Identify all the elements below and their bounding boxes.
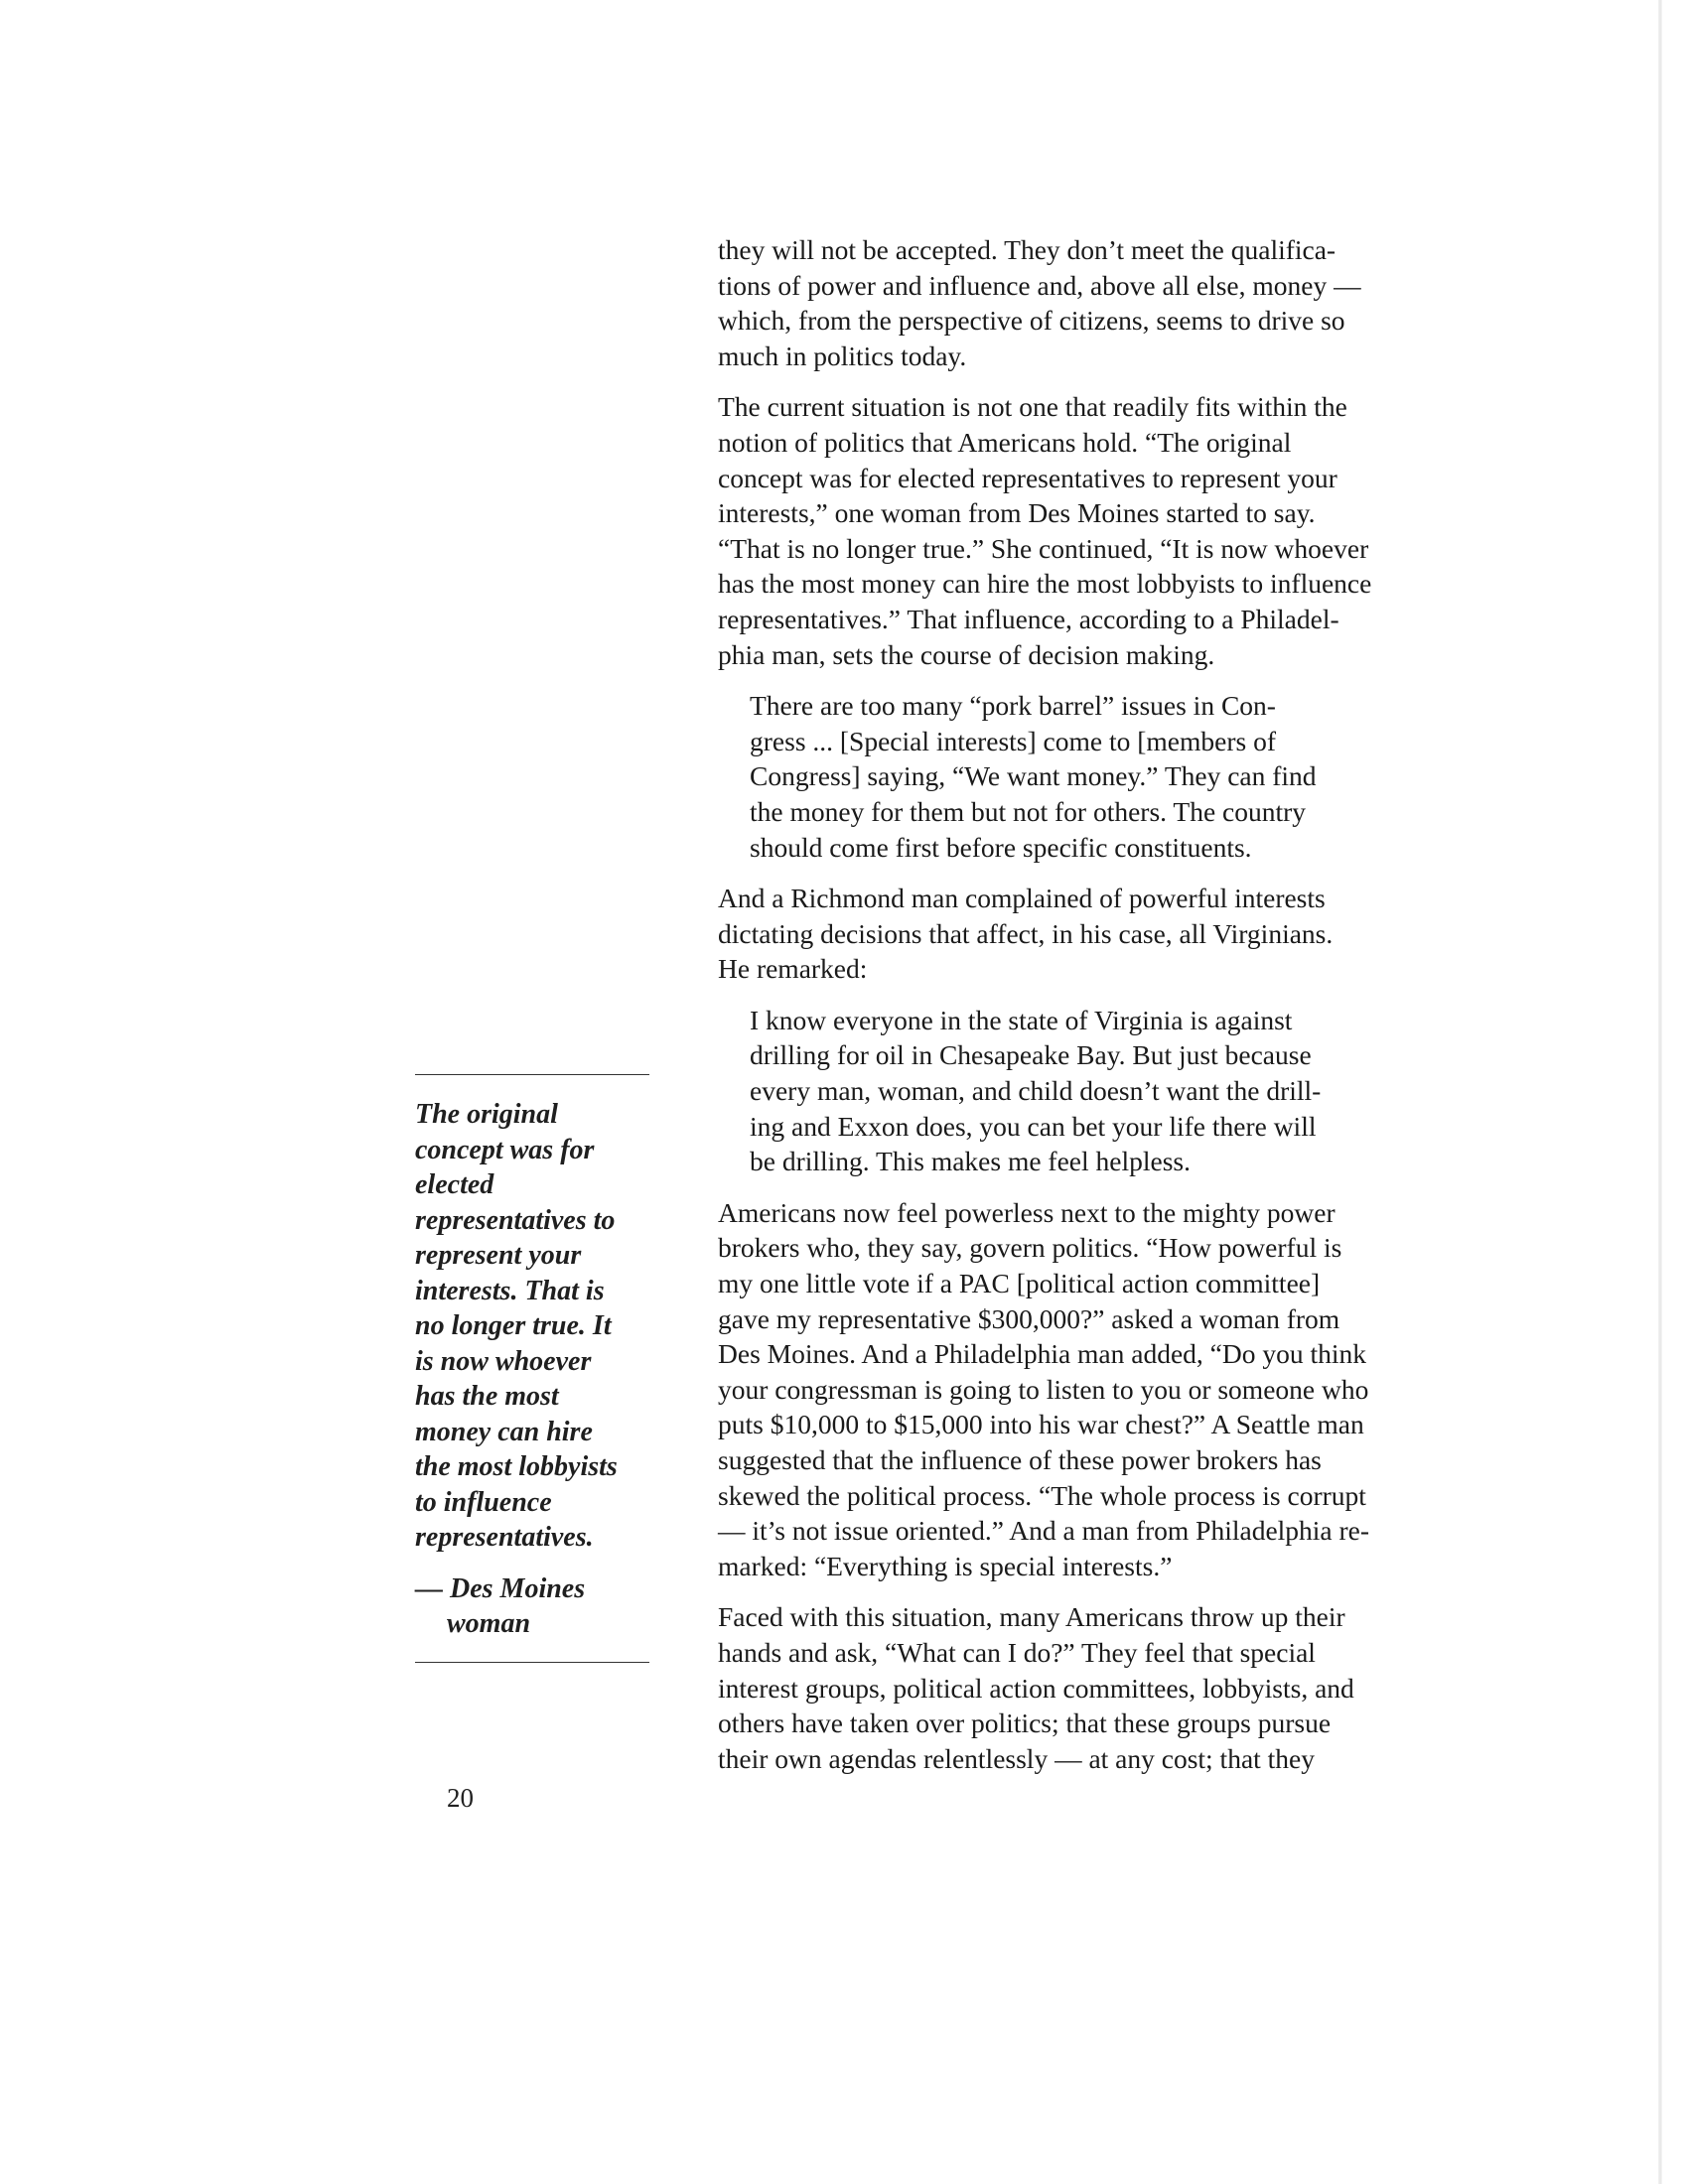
bottom-rule: [415, 1662, 649, 1663]
pull-quote-line: representatives to: [415, 1204, 616, 1236]
text-line: their own agendas relentlessly — at any cost; that they: [718, 1742, 1316, 1774]
pull-quote-line: interests. That is: [415, 1275, 605, 1306]
text-line: marked: “Everything is special interests.”: [718, 1550, 1173, 1581]
text-line: my one little vote if a PAC [political action committee]: [718, 1268, 1321, 1299]
block-quote: [750, 688, 1385, 865]
text-line: ing and Exxon does, you can bet your life there will: [750, 1110, 1317, 1142]
pull-quote-line: concept was for: [415, 1134, 595, 1165]
text-line: The current situation is not one that readily fits within the: [718, 391, 1347, 423]
text-line: “That is no longer true.” She continued, “It is now whoever: [718, 532, 1369, 564]
attribution-line: woman: [447, 1608, 531, 1639]
pull-quote-line: is now whoever: [415, 1345, 592, 1377]
pull-quote-line: representatives.: [415, 1522, 594, 1553]
pull-quote-line: The original: [415, 1099, 558, 1130]
text-line: the money for them but not for others. The country: [750, 795, 1307, 827]
text-line: hands and ask, “What can I do?” They feel that special: [718, 1636, 1316, 1668]
text-line: your congressman is going to listen to you or someone who: [718, 1373, 1369, 1405]
text-line: Congress] saying, “We want money.” They can find: [750, 760, 1317, 792]
text-line: brokers who, they say, govern politics. “How powerful is: [718, 1232, 1342, 1264]
pull-quote-line: has the most: [415, 1381, 559, 1412]
page-number: 20: [447, 1783, 474, 1813]
text-line: There are too many “pork barrel” issues in Con-: [750, 690, 1276, 722]
text-line: be drilling. This makes me feel helpless.: [750, 1146, 1191, 1177]
body-paragraph: [718, 232, 1419, 373]
block-quote: [750, 1003, 1385, 1179]
pull-quote-line: elected: [415, 1169, 494, 1200]
pull-quote-attribution: [415, 1571, 649, 1642]
text-line: He remarked:: [718, 953, 868, 985]
pull-quote-line: the most lobbyists: [415, 1451, 618, 1482]
pull-quote-line: represent your: [415, 1240, 582, 1271]
text-line: interests,” one woman from Des Moines started to say.: [718, 497, 1316, 529]
text-line: interest groups, political action committees, lobbyists, and: [718, 1672, 1354, 1704]
text-line: gave my representative $300,000?” asked a woman from: [718, 1302, 1340, 1334]
text-line: others have taken over politics; that these groups pursue: [718, 1707, 1332, 1739]
main-text-column: [718, 232, 1419, 1792]
text-line: dictating decisions that affect, in his case, all Virginians.: [718, 917, 1334, 949]
text-line: suggested that the influence of these power brokers has: [718, 1444, 1322, 1475]
text-line: And a Richmond man complained of powerful interests: [718, 883, 1326, 914]
text-line: drilling for oil in Chesapeake Bay. But just because: [750, 1039, 1312, 1071]
pull-quote-line: to influence: [415, 1486, 552, 1518]
text-line: should come first before specific constituents.: [750, 831, 1252, 863]
text-line: representatives.” That influence, according to a Philadel-: [718, 603, 1339, 634]
text-line: concept was for elected representatives to represent your: [718, 462, 1337, 493]
text-line: much in politics today.: [718, 340, 967, 371]
page-edge-shadow: [1658, 0, 1662, 2184]
text-line: Americans now feel powerless next to the mighty power: [718, 1196, 1336, 1228]
text-line: they will not be accepted. They don’t meet the qualifica-: [718, 234, 1336, 265]
attribution-line: — Des Moines: [415, 1572, 586, 1604]
pull-quote-line: no longer true. It: [415, 1310, 612, 1341]
body-paragraph: [718, 389, 1419, 672]
text-line: every man, woman, and child doesn’t want the drill-: [750, 1075, 1322, 1107]
body-paragraph: [718, 1599, 1419, 1776]
pull-quote-line: money can hire: [415, 1416, 593, 1447]
text-line: puts $10,000 to $15,000 into his war chest?” A Seattle man: [718, 1409, 1364, 1440]
text-line: has the most money can hire the most lobbyists to influence: [718, 568, 1372, 600]
text-line: Des Moines. And a Philadelphia man added, “Do you think: [718, 1338, 1367, 1370]
text-line: tions of power and influence and, above all else, money —: [718, 269, 1361, 301]
text-line: — it’s not issue oriented.” And a man from Philadelphia re-: [718, 1515, 1370, 1547]
top-rule: [415, 1074, 649, 1075]
text-line: skewed the political process. “The whole process is corrupt: [718, 1479, 1366, 1511]
pull-quote-text: [415, 1097, 649, 1556]
text-line: which, from the perspective of citizens, seems to drive so: [718, 305, 1345, 337]
body-paragraph: [718, 1195, 1419, 1584]
body-paragraph: [718, 881, 1419, 987]
text-line: Faced with this situation, many Americans throw up their: [718, 1601, 1345, 1633]
text-line: gress ... [Special interests] come to [members of: [750, 725, 1276, 756]
text-line: notion of politics that Americans hold. “The original: [718, 426, 1292, 458]
text-line: phia man, sets the course of decision making.: [718, 638, 1215, 670]
sidebar-pull-quote: [415, 1074, 649, 1663]
text-line: I know everyone in the state of Virginia is against: [750, 1004, 1293, 1035]
